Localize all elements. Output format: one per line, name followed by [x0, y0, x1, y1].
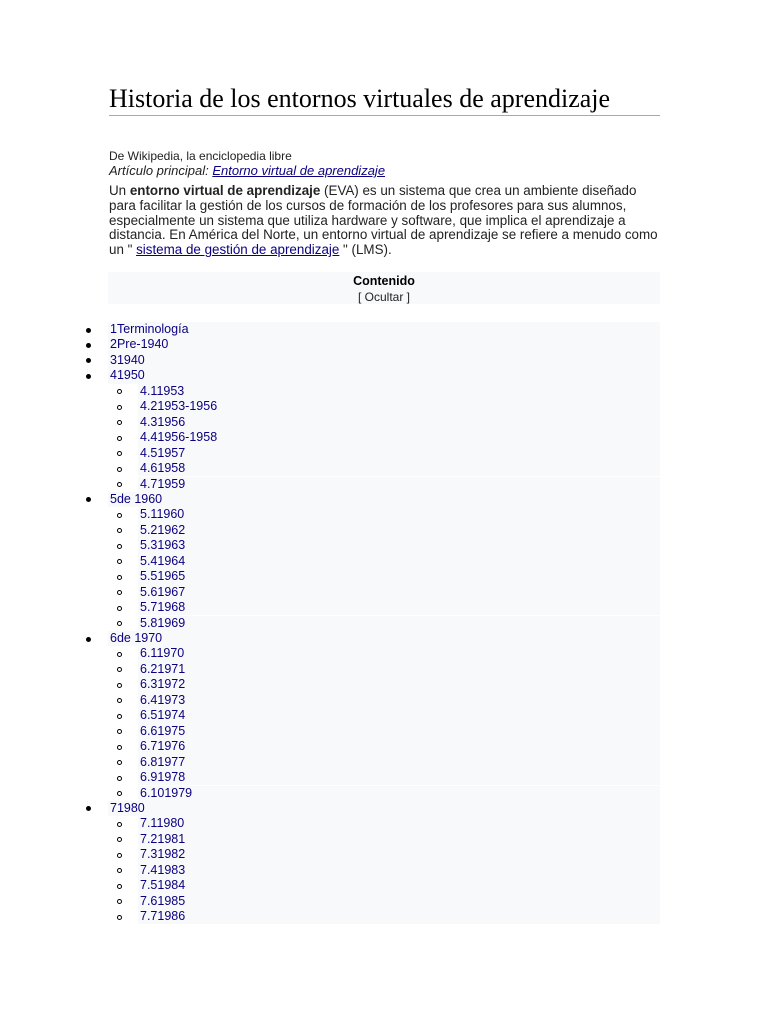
- intro-text-3: " (LMS).: [339, 242, 392, 258]
- main-article-note: [109, 163, 385, 179]
- toc-subitem[interactable]: 5.81969: [138, 616, 660, 631]
- toc-item[interactable]: 71980: [108, 801, 660, 816]
- toc-bullet: [86, 374, 91, 379]
- toc-subitem[interactable]: 4.11953: [138, 384, 660, 399]
- toc-subitem[interactable]: 5.41964: [138, 554, 660, 569]
- toc-subitem[interactable]: 7.11980: [138, 816, 660, 831]
- toc-subitem[interactable]: 5.71968: [138, 600, 660, 615]
- toc-title: Contenido: [353, 274, 415, 288]
- toc-sub-bullet: [117, 714, 122, 719]
- toc-sub-bullet: [117, 652, 122, 657]
- toc-sub-bullet: [117, 590, 122, 595]
- toc-sub-bullet: [117, 760, 122, 765]
- toc-subitem[interactable]: 6.101979: [138, 786, 660, 801]
- intro-text-1: Un: [109, 183, 130, 198]
- toc-subitem[interactable]: 7.31982: [138, 847, 660, 862]
- toc-subitem[interactable]: 5.61967: [138, 585, 660, 600]
- toc-item[interactable]: 41950: [108, 368, 660, 383]
- toc-sub-bullet: [117, 467, 122, 472]
- toc-bullet: [86, 806, 91, 811]
- toc-sub-bullet: [117, 389, 122, 394]
- toc-subitem[interactable]: 6.81977: [138, 755, 660, 770]
- toc-sub-bullet: [117, 837, 122, 842]
- toc-subitem[interactable]: 4.51957: [138, 446, 660, 461]
- intro-paragraph: [109, 184, 659, 258]
- toc-subitem[interactable]: 6.51974: [138, 708, 660, 723]
- intro-term: entorno virtual de aprendizaje: [129, 183, 321, 198]
- toc-sub-bullet: [117, 575, 122, 580]
- toc-sub-bullet: [117, 606, 122, 611]
- toc-sub-bullet: [117, 729, 122, 734]
- toc-header: [108, 272, 660, 304]
- toc-sub-bullet: [117, 559, 122, 564]
- toc-subitem[interactable]: 6.61975: [138, 724, 660, 739]
- toc-subitem[interactable]: 7.61985: [138, 894, 660, 909]
- toc-subitem[interactable]: 7.51984: [138, 878, 660, 893]
- toc-subitem[interactable]: 4.21953-1956: [138, 399, 660, 414]
- toc-sub-bullet: [117, 482, 122, 487]
- toc-item[interactable]: 6de 1970: [108, 631, 660, 646]
- toc-subitem[interactable]: 6.71976: [138, 739, 660, 754]
- toc-bullet: [86, 343, 91, 348]
- toc-subitem[interactable]: 5.31963: [138, 538, 660, 553]
- toc-subitem[interactable]: 4.41956-1958: [138, 430, 660, 445]
- toc-subitem[interactable]: 5.11960: [138, 507, 660, 522]
- toc-sub-bullet: [117, 853, 122, 858]
- toc-item[interactable]: 31940: [108, 353, 660, 368]
- toc-sub-bullet: [117, 745, 122, 750]
- toc-subitem[interactable]: 6.91978: [138, 770, 660, 785]
- toc-bullet: [86, 637, 91, 642]
- toc-subitem[interactable]: 4.61958: [138, 461, 660, 476]
- toc-subitem[interactable]: 6.11970: [138, 646, 660, 661]
- page-title: Historia de los entornos virtuales de aprendizaje: [109, 84, 660, 116]
- toc-sub-bullet: [117, 868, 122, 873]
- toc-subitem[interactable]: 4.71959: [138, 477, 660, 492]
- site-subtitle: De Wikipedia, la enciclopedia libre: [109, 149, 292, 163]
- toc-bullet: [86, 358, 91, 363]
- toc-sub-bullet: [117, 621, 122, 626]
- toc-item[interactable]: 5de 1960: [108, 492, 660, 507]
- lms-link[interactable]: sistema de gestión de aprendizaje: [136, 242, 340, 258]
- toc-sub-bullet: [117, 436, 122, 441]
- toc-sub-bullet: [117, 915, 122, 920]
- toc-sub-bullet: [117, 667, 122, 672]
- toc-subitem[interactable]: 7.41983: [138, 863, 660, 878]
- main-article-prefix: Artículo principal:: [109, 163, 213, 178]
- main-article-link[interactable]: Entorno virtual de aprendizaje: [212, 163, 386, 178]
- toc-sub-bullet: [117, 513, 122, 518]
- toc-sub-bullet: [117, 405, 122, 410]
- toc-sub-bullet: [117, 791, 122, 796]
- toc-item[interactable]: 2Pre-1940: [108, 337, 660, 352]
- toc-bullet: [86, 328, 91, 333]
- toc-sub-bullet: [117, 822, 122, 827]
- toc-subitem[interactable]: 6.41973: [138, 693, 660, 708]
- toc-sub-bullet: [117, 420, 122, 425]
- toc-subitem[interactable]: 5.21962: [138, 523, 660, 538]
- toc-item[interactable]: 1Terminología: [108, 322, 660, 337]
- toc-sub-bullet: [117, 698, 122, 703]
- toc-sub-bullet: [117, 451, 122, 456]
- toc-sub-bullet: [117, 776, 122, 781]
- toc-subitem[interactable]: 5.51965: [138, 569, 660, 584]
- toc-subitem[interactable]: 7.21981: [138, 832, 660, 847]
- toc-sub-bullet: [117, 528, 122, 533]
- toc-sub-bullet: [117, 884, 122, 889]
- toc-subitem[interactable]: 7.71986: [138, 909, 660, 924]
- toc-sub-bullet: [117, 899, 122, 904]
- toc-subitem[interactable]: 4.31956: [138, 415, 660, 430]
- intro-text-2: (EVA) es un sistema que crea un ambiente diseñado para facilitar la gestión de los cursos de formación de los profesores para sus alumnos, especialmente un sistema que utiliza hardware y software, que implica el aprendizaje a distancia. En América del Norte, un entorno virtual de aprendizaje se refiere a menudo como un ": [109, 183, 658, 258]
- toc-bullet: [86, 497, 91, 502]
- toc-toggle-button[interactable]: [ Ocultar ]: [357, 290, 410, 304]
- toc-subitem[interactable]: 6.31972: [138, 677, 660, 692]
- toc-sub-bullet: [117, 544, 122, 549]
- toc-sub-bullet: [117, 683, 122, 688]
- toc-subitem[interactable]: 6.21971: [138, 662, 660, 677]
